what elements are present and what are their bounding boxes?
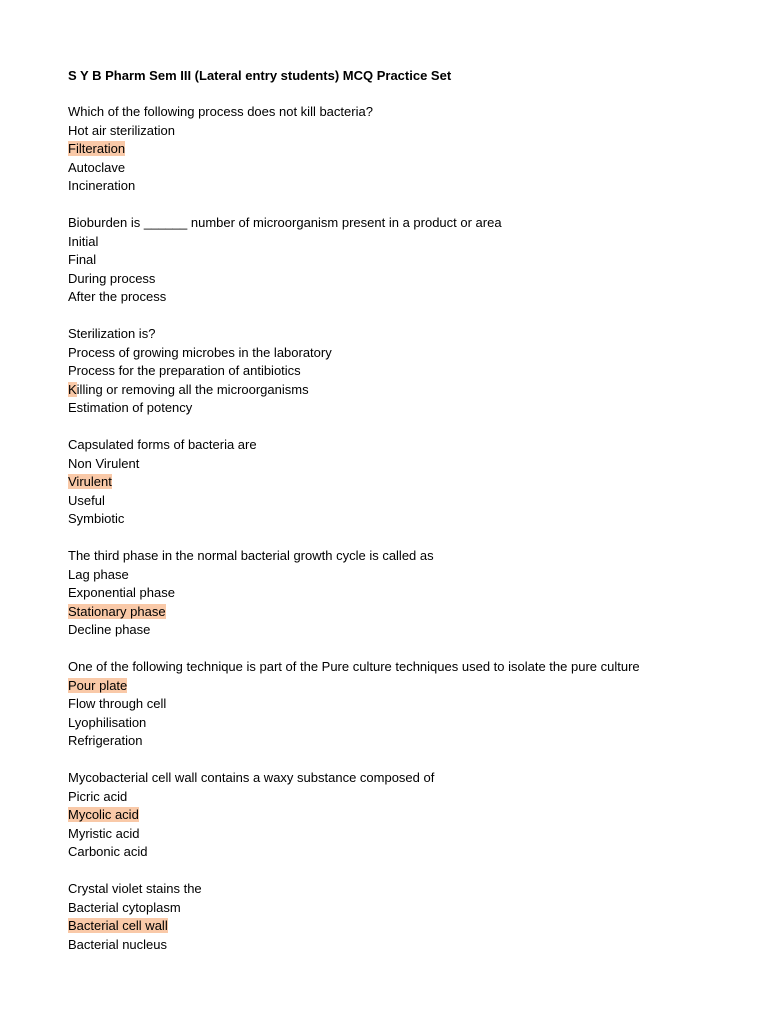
option-line (68, 473, 728, 492)
option-line (68, 714, 728, 733)
question-block (68, 103, 728, 196)
option-line (68, 177, 728, 196)
partial-highlight-text: K (68, 381, 77, 397)
option-text: Symbiotic (68, 511, 125, 526)
option-line (68, 344, 728, 363)
option-text: Lyophilisation (68, 714, 147, 730)
correct-option-text: Mycolic acid (68, 807, 139, 822)
option-text: Autoclave (68, 159, 126, 175)
option-line (68, 677, 728, 696)
question-block (68, 547, 728, 640)
option-line (68, 270, 728, 289)
option-text: Process for the preparation of antibiotics (68, 363, 301, 378)
option-line (68, 584, 728, 603)
option-line (68, 362, 728, 381)
option-text: Non Virulent (68, 455, 140, 471)
question-block (68, 658, 728, 751)
option-text: illing or removing all the microorganisms (76, 381, 309, 397)
option-line (68, 399, 728, 418)
option-line (68, 455, 728, 474)
option-text: Flow through cell (68, 696, 167, 711)
correct-option-text: Pour plate (68, 677, 128, 693)
question-block (68, 880, 728, 954)
option-text: Estimation of potency (68, 400, 193, 415)
correct-option-text: Filteration (68, 141, 126, 156)
option-text: Picric acid (68, 788, 128, 804)
option-line (68, 621, 728, 640)
option-text: Process of growing microbes in the laboratory (68, 344, 332, 360)
option-text: Incineration (68, 178, 136, 193)
option-line (68, 251, 728, 270)
question-block (68, 325, 728, 418)
option-line (68, 510, 728, 529)
option-line (68, 936, 728, 955)
question-text: One of the following technique is part of the Pure culture techniques used to isolate the pure culture (68, 659, 640, 674)
option-text: Myristic acid (68, 825, 140, 841)
question-block (68, 769, 728, 862)
question-block (68, 436, 728, 529)
option-text: Lag phase (68, 566, 129, 582)
option-line (68, 122, 728, 141)
option-line (68, 492, 728, 511)
option-line (68, 381, 728, 400)
option-text: Useful (68, 492, 105, 508)
option-line (68, 732, 728, 751)
option-line (68, 140, 728, 159)
question-block (68, 214, 728, 307)
option-line (68, 825, 728, 844)
option-line (68, 566, 728, 585)
option-line (68, 843, 728, 862)
question-text: Sterilization is? (68, 326, 156, 341)
question-text: Crystal violet stains the (68, 881, 202, 896)
question-text: The third phase in the normal bacterial growth cycle is called as (68, 548, 434, 563)
option-line (68, 806, 728, 825)
option-text: Bacterial nucleus (68, 936, 167, 952)
option-text: Carbonic acid (68, 844, 148, 859)
document-title: S Y B Pharm Sem III (Lateral entry students) MCQ Practice Set (68, 68, 452, 83)
option-line (68, 603, 728, 622)
correct-option-text: Virulent (68, 474, 112, 489)
option-text: After the process (68, 289, 167, 304)
option-line (68, 159, 728, 178)
option-text: Exponential phase (68, 585, 175, 600)
option-line (68, 695, 728, 714)
option-text: During process (68, 270, 156, 286)
option-text: Final (68, 252, 97, 267)
option-line (68, 917, 728, 936)
question-text: Which of the following process does not kill bacteria? (68, 104, 373, 119)
option-line (68, 899, 728, 918)
document-page (68, 66, 728, 973)
question-text: Bioburden is ______ number of microorganism present in a product or area (68, 215, 502, 230)
question-text: Mycobacterial cell wall contains a waxy substance composed of (68, 770, 435, 785)
correct-option-text: Bacterial cell wall (68, 918, 168, 933)
option-line (68, 233, 728, 252)
option-line (68, 288, 728, 307)
option-text: Initial (68, 233, 99, 249)
option-text: Refrigeration (68, 733, 143, 748)
question-text: Capsulated forms of bacteria are (68, 437, 257, 452)
option-text: Decline phase (68, 622, 151, 637)
option-text: Hot air sterilization (68, 122, 175, 138)
option-text: Bacterial cytoplasm (68, 899, 181, 915)
correct-option-text: Stationary phase (68, 603, 166, 619)
option-line (68, 788, 728, 807)
